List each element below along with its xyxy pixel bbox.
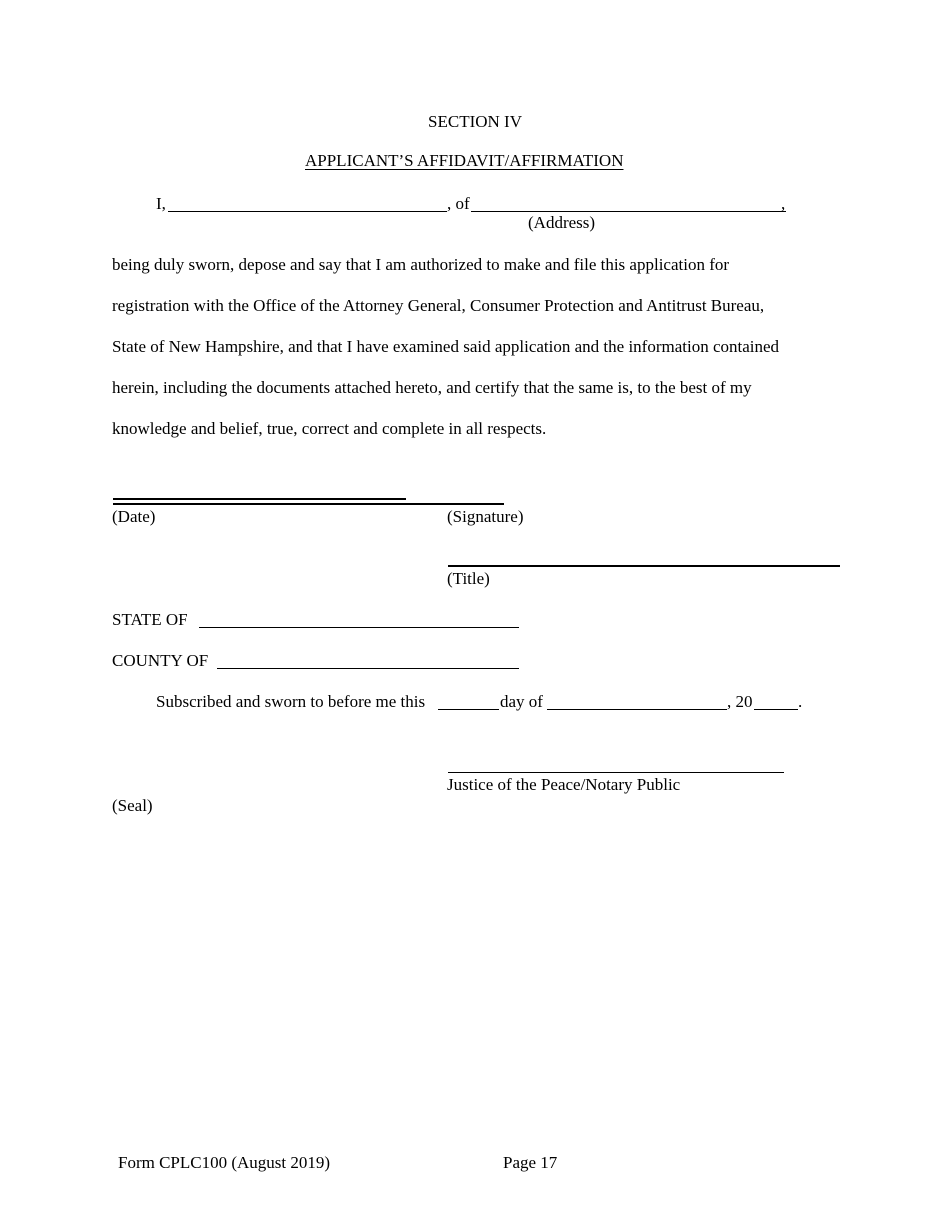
- state-label: STATE OF: [112, 610, 188, 629]
- body-line: herein, including the documents attached hereto, and certify that the same is, to the best of my: [112, 378, 752, 397]
- address-field-line[interactable]: [471, 211, 786, 212]
- oath-year-line[interactable]: [754, 709, 798, 710]
- intro-prefix: I,: [156, 194, 166, 213]
- notary-signature-line[interactable]: [448, 772, 784, 773]
- county-field-line[interactable]: [217, 668, 519, 669]
- intro-of-label: , of: [447, 194, 470, 213]
- signature-label: (Signature): [447, 507, 524, 526]
- oath-text-3: , 20: [727, 692, 753, 711]
- body-line: State of New Hampshire, and that I have examined said application and the information contained: [112, 337, 780, 356]
- title-field-line[interactable]: [448, 565, 840, 567]
- notary-label: Justice of the Peace/Notary Public: [447, 775, 681, 794]
- name-field-line[interactable]: [168, 211, 447, 212]
- oath-text-1: Subscribed and sworn to before me this: [156, 692, 426, 711]
- affidavit-title: APPLICANT’S AFFIDAVIT/AFFIRMATION: [305, 151, 624, 170]
- section-heading: SECTION IV: [428, 112, 522, 131]
- county-label: COUNTY OF: [112, 651, 209, 670]
- intro-comma: ,: [781, 194, 786, 213]
- state-field-line[interactable]: [199, 627, 519, 628]
- title-label: (Title): [447, 569, 490, 588]
- date-field-line[interactable]: [113, 498, 406, 500]
- body-line: being duly sworn, depose and say that I am authorized to make and file this application for: [112, 255, 730, 274]
- address-label: (Address): [528, 213, 596, 232]
- body-line: registration with the Office of the Attorney General, Consumer Protection and Antitrust Bureau,: [112, 296, 765, 315]
- oath-text-4: .: [798, 692, 803, 711]
- body-line: knowledge and belief, true, correct and complete in all respects.: [112, 419, 547, 438]
- date-label: (Date): [112, 507, 156, 526]
- oath-text-2: day of: [500, 692, 543, 711]
- form-id: Form CPLC100 (August 2019): [118, 1153, 331, 1172]
- page-number: Page 17: [503, 1153, 558, 1172]
- oath-day-line[interactable]: [438, 709, 499, 710]
- seal-label: (Seal): [112, 796, 153, 815]
- signature-field-line[interactable]: [113, 503, 504, 505]
- oath-month-line[interactable]: [547, 709, 727, 710]
